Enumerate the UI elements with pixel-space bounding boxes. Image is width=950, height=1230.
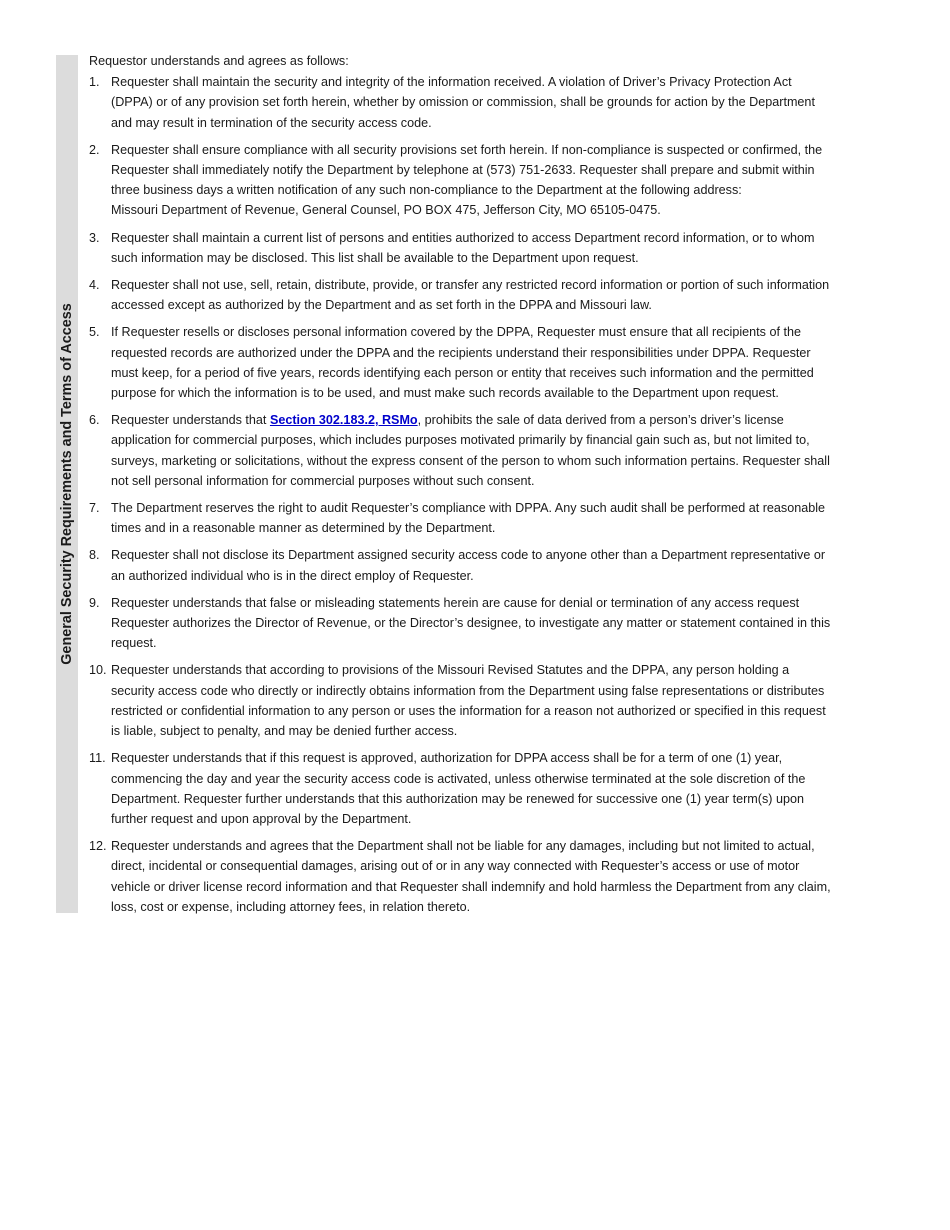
item-number: 12.: [89, 839, 107, 854]
item-number: 2.: [89, 142, 100, 157]
item-number: 6.: [89, 413, 100, 428]
item-text-before: Requester understands that: [111, 413, 270, 428]
list-item: [89, 498, 834, 538]
item-text: If Requester resells or discloses personal information covered by the DPPA, Requester must ensure that all recipients of the requested records are authorized under the DPPA and the recipients understand their responsibilities under DPPA. Requester must keep, for a period of five years, records identifying each person or entity that receives such information and the permitted purpose for which the information is to be used, and must make such records available to the Department upon request.: [111, 325, 814, 401]
item-text: Requester understands that if this request is approved, authorization for DPPA access shall be for a term of one (1) year, commencing the day and year the security access code is activated, unless otherwise terminated at the sole discretion of the Department. Requester further understands that this authorization may be renewed for successive one (1) year term(s) upon further request and upon approval by the Department.: [111, 751, 806, 826]
list-item: [89, 410, 834, 491]
item-text: Requester understands and agrees that the Department shall not be liable for any damages, including but not limited to actual, direct, incidental or consequential damages, arising out of or in any way connected with Requester’s access or use of motor vehicle or driver license record information and that Requester shall indemnify and hold harmless the Department from any claim, loss, cost or expense, including attorney fees, in relation thereto.: [111, 839, 831, 914]
item-number: 7.: [89, 501, 100, 516]
terms-list: [89, 72, 834, 917]
item-text: Requester shall not use, sell, retain, distribute, provide, or transfer any restricted record information or portion of such information accessed except as authorized by the Department and as set forth in the DPPA and Missouri law.: [111, 278, 830, 313]
item-number: 11.: [89, 751, 106, 766]
terms-content: [89, 51, 834, 924]
item-number: 1.: [89, 75, 100, 90]
list-item: [89, 228, 834, 268]
item-text: Requester shall maintain the security and integrity of the information received. A violation of Driver’s Privacy Protection Act (DPPA) or of any provision set forth herein, whether by omission or commission, shall be grounds for action by the Department and may result in termination of the security access code.: [111, 75, 815, 130]
list-item: [89, 660, 834, 741]
item-number: 3.: [89, 230, 100, 245]
item-number: 4.: [89, 278, 100, 293]
item-text: Requester understands that false or misleading statements herein are cause for denial or termination of any access request Requester authorizes the Director of Revenue, or the Director’s designee, to investigate any matter or statement contained in this request.: [111, 595, 831, 651]
list-item: [89, 275, 834, 315]
item-text: Requester shall not disclose its Department assigned security access code to anyone other than a Department representative or an authorized individual who is in the direct employ of Requester.: [111, 548, 826, 583]
item-text: The Department reserves the right to audit Requester’s compliance with DPPA. Any such audit shall be performed at reasonable times and in a reasonable manner as determined by the Department.: [111, 501, 826, 536]
mailing-address: Missouri Department of Revenue, General Counsel, PO BOX 475, Jefferson City, MO 65105-0475.: [111, 203, 661, 218]
list-item: [89, 545, 834, 585]
statute-link[interactable]: Section 302.183.2, RSMo: [269, 413, 418, 428]
item-text: Requester understands that according to provisions of the Missouri Revised Statutes and the DPPA, any person holding a security access code who directly or indirectly obtains information from the Department using false representations or distributes restricted or confidential information to any person or uses the information for a reason not authorized or specified in this request is liable, subject to penalty, and may be denied further access.: [111, 663, 826, 739]
item-number: 10.: [89, 663, 107, 678]
item-text-after: , prohibits the sale of data derived from a person’s driver’s license application for commercial purposes, which includes purposes motivated primarily by financial gain such as, but not limited to, surveys, marketing or solicitations, without the express consent of the person to whom such information pertains. Requester shall not sell personal information for commercial purposes without such consent.: [111, 413, 830, 488]
intro-text: Requestor understands and agrees as follows:: [89, 54, 349, 68]
item-text: Requester shall ensure compliance with all security provisions set forth herein. If non-compliance is suspected or confirmed, the Requester shall immediately notify the Department by telephone at (573) 751-2633. Requester shall prepare and submit within three business days a written notification of any such non-compliance to the Department at the following address:: [111, 142, 823, 198]
list-item: [89, 72, 834, 133]
item-number: 5.: [89, 325, 100, 340]
list-item: [89, 748, 834, 829]
list-item: [89, 593, 834, 654]
sidebar-title: General Security Requirements and Terms of Access: [59, 303, 75, 665]
item-number: 8.: [89, 548, 100, 563]
item-text: Requester shall maintain a current list of persons and entities authorized to access Department record information, or to whom such information may be disclosed. This list shall be available to the Department upon request.: [111, 230, 815, 265]
item-number: 9.: [89, 595, 100, 610]
list-item: [89, 322, 834, 403]
list-item: [89, 140, 834, 221]
list-item: [89, 836, 834, 917]
